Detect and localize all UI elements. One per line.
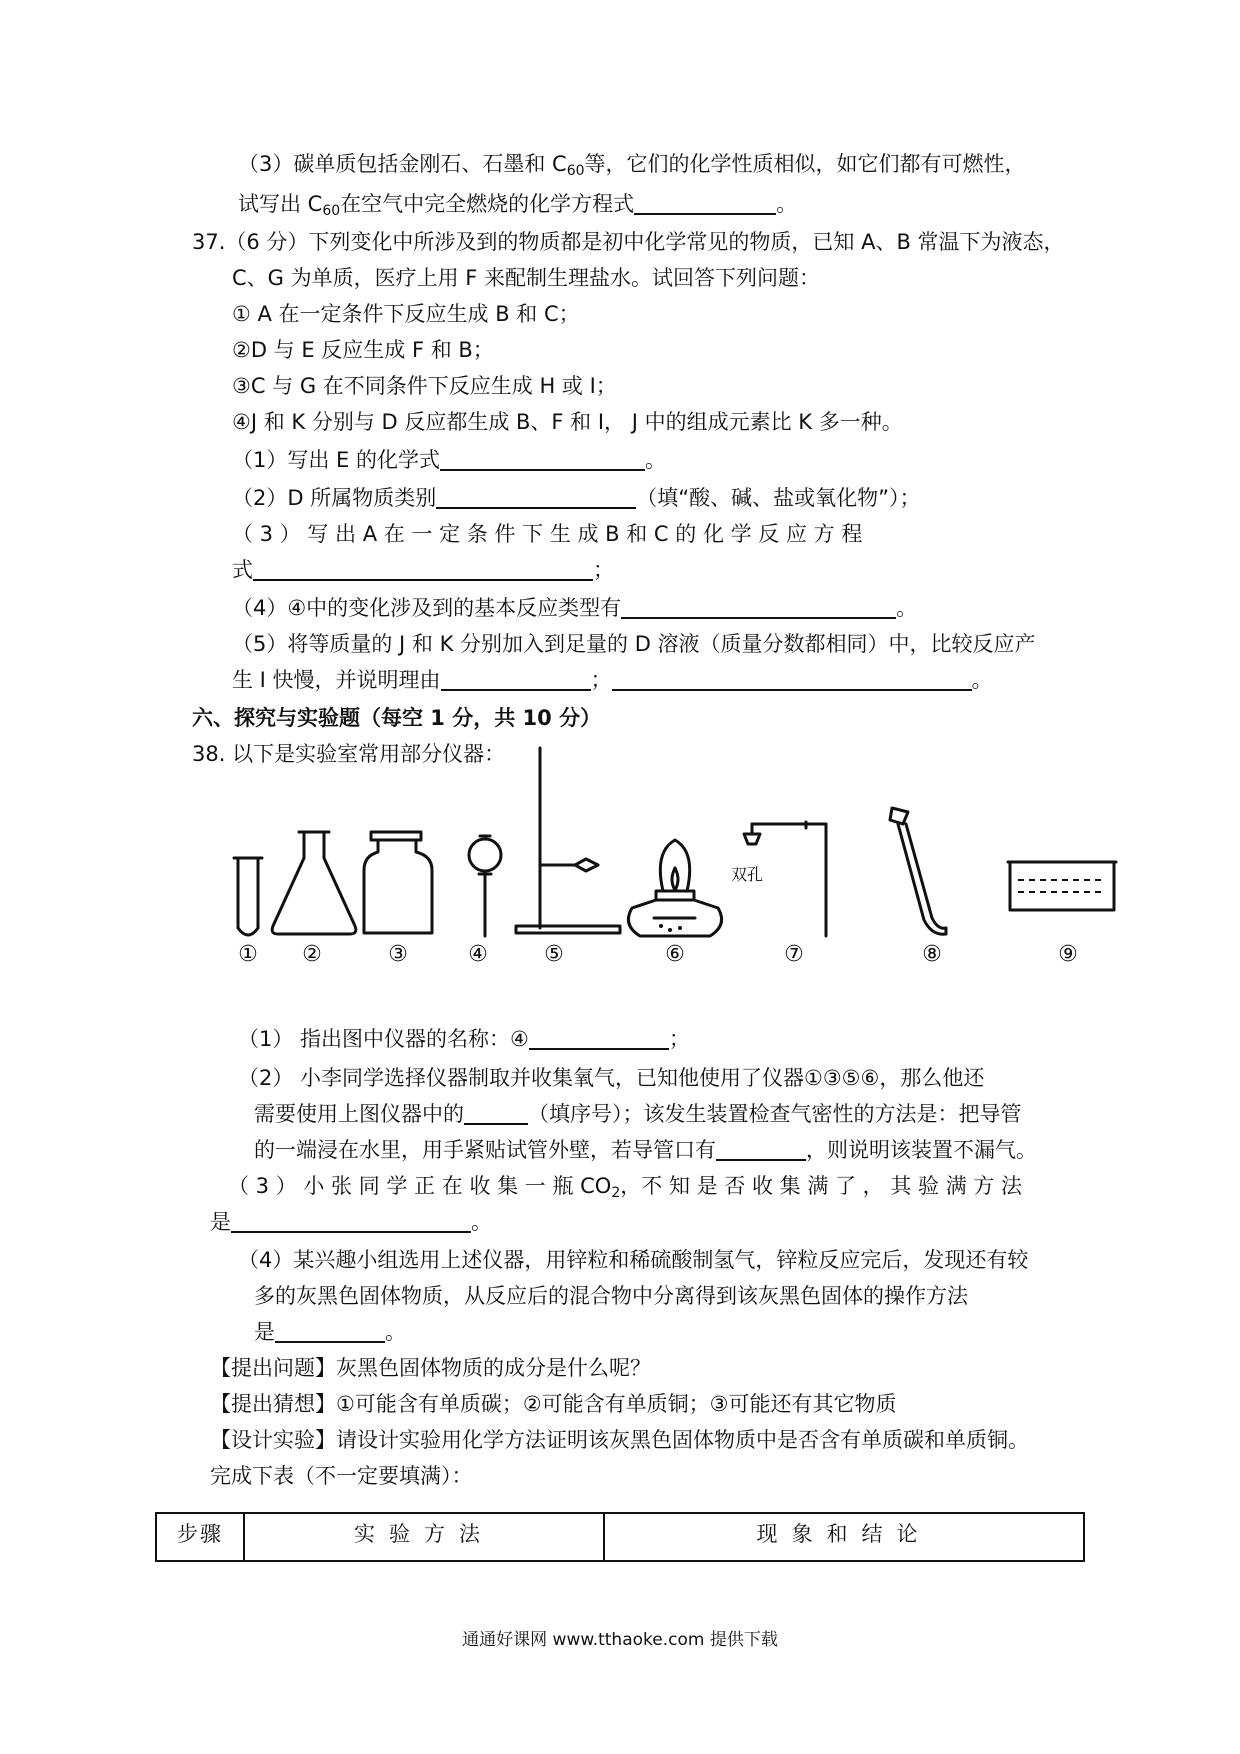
q37-sub5-line2: 生 I 快慢，并说明理由 ； 。 [232, 668, 993, 692]
answer-blank[interactable] [634, 191, 776, 215]
q38-sub3-line1: （ 3 ） 小 张 同 学 正 在 收 集 一 瓶 $CO_2$，不 知 是 否 收 集 满 了 ， 其 验 满 方 法 [228, 1174, 1023, 1201]
double-hole-label: 双孔 [731, 865, 764, 884]
dropper-icon [890, 808, 946, 934]
q36-sub3-line1: （3）碳单质包括金刚石、石墨和 $C_{60}$等，它们的化学性质相似，如它们都有可燃性， [238, 152, 1026, 179]
water-trough-icon [1008, 862, 1116, 910]
answer-blank[interactable] [441, 667, 591, 691]
q38-sub4-line2: 多的灰黑色固体物质，从反应后的混合物中分离得到该灰黑色固体的操作方法 [254, 1284, 968, 1308]
header-result: 现象和结论 [604, 1513, 1084, 1561]
q36-sub3-line2: 试写出 $C_{60}$在空气中完全燃烧的化学方程式 。 [238, 192, 798, 219]
apparatus-label-3: ③ [388, 942, 408, 967]
apparatus-label-5: ⑤ [544, 942, 564, 967]
q37-item-2: ②D 与 E 反应生成 F 和 B； [232, 338, 494, 362]
answer-blank[interactable] [253, 557, 593, 581]
answer-blank[interactable] [231, 1209, 471, 1233]
q38-sub2-line1: （2） 小李同学选择仪器制取并收集氧气，已知他使用了仪器①③⑤⑥，那么他还 [238, 1066, 985, 1090]
separatory-funnel-icon [469, 836, 501, 936]
header-method: 实验方法 [244, 1513, 604, 1561]
answer-blank[interactable] [716, 1137, 806, 1161]
q38-sub2-line2: 需要使用上图仪器中的 （填序号）；该发生装置检查气密性的方法是：把导管 [254, 1102, 1022, 1126]
q38-sub1: （1） 指出图中仪器的名称：④ ； [238, 1027, 690, 1051]
conical-flask-icon [272, 832, 356, 934]
test-tube-icon [234, 858, 262, 935]
experiment-table [155, 1512, 1085, 1562]
answer-blank[interactable] [436, 485, 636, 509]
hypothesis: 【提出猜想】①可能含有单质碳；②可能含有单质铜；③可能还有其它物质 [210, 1392, 897, 1416]
q37-item-4: ④J 和 K 分别与 D 反应都生成 B、F 和 I， J 中的组成元素比 K 多一种。 [232, 410, 903, 434]
q37-line1: 37.（6 分）下列变化中所涉及到的物质都是初中化学常见的物质，已知 A、B 常温下为液态， [192, 230, 1065, 254]
alcohol-lamp-icon [628, 840, 721, 936]
answer-blank[interactable] [464, 1101, 528, 1125]
q37-sub5-line1: （5）将等质量的 J 和 K 分别加入到足量的 D 溶液（质量分数都相同）中，比较反应产 [232, 632, 1036, 656]
answer-blank[interactable] [275, 1319, 385, 1343]
q38-sub2-line3: 的一端浸在水里，用手紧贴试管外壁，若导管口有 ，则说明该装置不漏气。 [254, 1138, 1037, 1162]
gas-bottle-icon [364, 832, 432, 933]
apparatus-label-8: ⑧ [922, 942, 942, 967]
answer-blank[interactable] [440, 447, 645, 471]
q38-sub4-line1: （4）某兴趣小组选用上述仪器，用锌粒和稀硫酸制氢气，锌粒反应完后，发现还有较 [238, 1248, 1029, 1272]
answer-blank[interactable] [612, 667, 972, 691]
raise-question: 【提出问题】灰黑色固体物质的成分是什么呢？ [210, 1356, 651, 1380]
q37-sub3-line2: 式 ； [232, 558, 614, 582]
q37-line2: C、G 为单质，医疗上用 F 来配制生理盐水。试回答下列问题： [232, 266, 821, 290]
apparatus-label-4: ④ [468, 942, 488, 967]
q37-item-1: ① A 在一定条件下反应生成 B 和 C； [232, 302, 580, 326]
q37-sub4: （4）④中的变化涉及到的基本反应类型有 。 [232, 596, 918, 620]
iron-stand-icon [516, 748, 620, 933]
q37-sub2: （2）D 所属物质类别 （填“酸、碱、盐或氧化物”）； [232, 486, 921, 510]
q38-sub3-line2: 是 。 [210, 1210, 492, 1234]
q37-sub1: （1）写出 E 的化学式 。 [232, 448, 666, 472]
answer-blank[interactable] [621, 595, 896, 619]
apparatus-label-6: ⑥ [665, 942, 685, 967]
q38-intro: 38. 以下是实验室常用部分仪器： [192, 742, 506, 766]
apparatus-label-7: ⑦ [784, 942, 804, 967]
apparatus-label-9: ⑨ [1058, 942, 1078, 967]
q37-item-3: ③C 与 G 在不同条件下反应生成 H 或 I； [232, 374, 617, 398]
table-intro: 完成下表（不一定要填满）： [210, 1464, 473, 1488]
header-step: 步骤 [156, 1513, 244, 1561]
page-footer: 通通好课网 www.tthaoke.com 提供下载 [462, 1630, 778, 1650]
q37-sub3-line1: （ 3 ） 写 出 A 在 一 定 条 件 下 生 成 B 和 C 的 化 学 反 应 方 程 [232, 522, 863, 546]
design-experiment: 【设计实验】请设计实验用化学方法证明该灰黑色固体物质中是否含有单质碳和单质铜。 [210, 1428, 1029, 1452]
apparatus-label-1: ① [238, 942, 258, 967]
q38-sub4-line3: 是 。 [254, 1320, 406, 1344]
answer-blank[interactable] [529, 1026, 669, 1050]
section6-title: 六、探究与实验题（每空 1 分，共 10 分） [192, 706, 602, 730]
apparatus-label-2: ② [302, 942, 322, 967]
